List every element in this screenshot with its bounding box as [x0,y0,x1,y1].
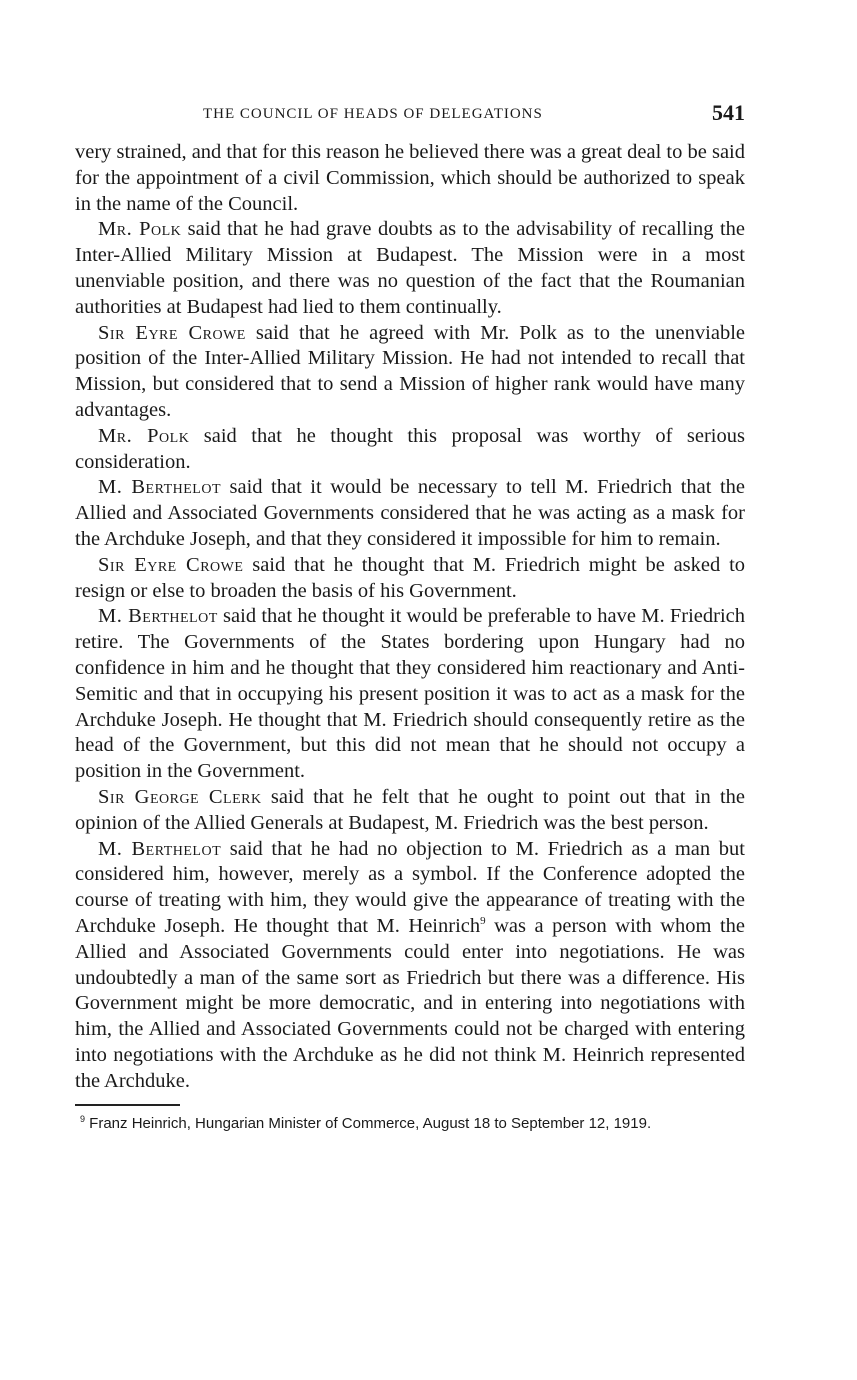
body-text [75,140,745,1094]
footnote-divider [75,1104,180,1106]
speaker-name: Mr. Polk [98,424,190,447]
paragraph-text: said that it would be necessary to tell M. Friedrich that the Allied and Associated Governments considered that he was acting as a mask for the Archduke Joseph, and that they considered it impossible for him to remain. [75,476,745,550]
speaker-name: Sir Eyre Crowe [98,321,246,344]
paragraph-text: said that he had no objection to M. Friedrich as a man but considered him, however, merely as a symbol. If the Conference adopted the course of treating with him, they would give the appearance of treating with the Archduke Joseph. He thought that M. Heinrich [75,837,745,937]
speaker-name: M. Berthelot [98,605,218,628]
paragraph-text: said that he had grave doubts as to the advisability of recalling the Inter-Allied Military Mission at Budapest. The Mission were in a most unenviable position, and there was no question of the fact that the Roumanian authorities at Budapest had lied to them continually. [75,218,745,318]
paragraph-7 [75,604,745,785]
running-title: THE COUNCIL OF HEADS OF DELEGATIONS [203,106,543,122]
footnote-text: Franz Heinrich, Hungarian Minister of Commerce, August 18 to September 12, 1919. [85,1115,652,1133]
paragraph-text: said that he thought this proposal was worthy of serious consideration. [75,424,745,473]
paragraph-text: very strained, and that for this reason he believed there was a great deal to be said for the appointment of a civil Commission, which should be authorized to speak in the name of the Council. [75,141,745,215]
paragraph-9 [75,837,745,1095]
speaker-name: Sir George Clerk [98,785,262,808]
paragraph-5 [75,475,745,552]
paragraph-text: said that he thought that M. Friedrich might be asked to resign or else to broaden the basis of his Government. [75,553,746,602]
paragraph-3 [75,321,745,424]
document-page [75,100,745,1133]
speaker-name: M. Berthelot [98,476,222,499]
paragraph-2 [75,217,745,320]
paragraph-text: said that he felt that he ought to point out that in the opinion of the Allied Generals at Budapest, M. Friedrich was the best person. [75,785,746,834]
footnote-marker: 9 [80,1114,86,1125]
paragraph-6 [75,553,745,605]
paragraph-text: said that he thought it would be preferable to have M. Friedrich retire. The Governments of the States bordering upon Hungary had no confidence in him and he thought that they considered him reactionary and Anti-Semitic and that in occupying his present position it was to act as a mask for the Archduke Joseph. He thought that M. Friedrich should consequently retire as the head of the Government, but this did not mean that he should not occupy a position in the Government. [75,605,745,783]
running-header [75,100,745,130]
paragraph-text-continued: was a person with whom the Allied and Associated Governments could enter into negotiations. He was undoubtedly a man of the same sort as Friedrich but there was a difference. His Government might be more democratic, and in entering into negotiations with him, the Allied and Associated Governments could not be charged with entering into negotiations with the Archduke as he did not think M. Heinrich represented the Archduke. [75,914,745,1092]
footnote [75,1114,745,1133]
paragraph-4 [75,424,745,476]
footnote-reference[interactable]: 9 [480,915,486,928]
paragraph-8 [75,785,745,837]
speaker-name: M. Berthelot [98,837,222,860]
paragraph-text: said that he agreed with Mr. Polk as to the unenviable position of the Inter-Allied Military Mission. He had not intended to recall that Mission, but considered that to send a Mission of higher rank would have many advantages. [75,321,745,421]
speaker-name: Mr. Polk [98,218,182,241]
page-number: 541 [712,100,745,125]
paragraph-1 [75,140,745,217]
speaker-name: Sir Eyre Crowe [98,553,244,576]
